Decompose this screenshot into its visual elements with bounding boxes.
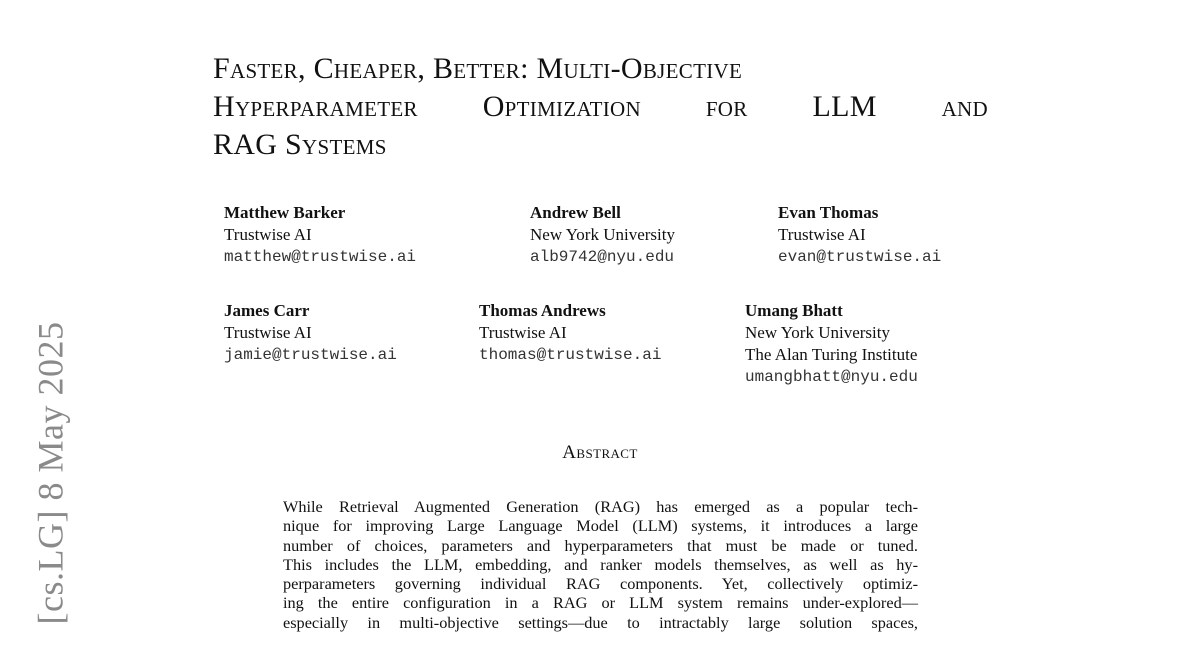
author-block xyxy=(530,202,675,268)
author-affiliation: New York University xyxy=(530,225,675,244)
author-name: Evan Thomas xyxy=(778,203,879,222)
author-affiliation: Trustwise AI xyxy=(479,323,567,342)
author-email[interactable]: umangbhatt@nyu.edu xyxy=(745,368,918,386)
author-email[interactable]: matthew@trustwise.ai xyxy=(224,248,417,266)
title-line: Faster, Cheaper, Better: Multi-Objective xyxy=(213,52,743,85)
author-block xyxy=(479,300,661,366)
paper-title xyxy=(213,50,1013,164)
author-affiliation: Trustwise AI xyxy=(778,225,866,244)
author-block xyxy=(224,300,397,366)
author-affiliation: New York University xyxy=(745,323,890,342)
author-block xyxy=(778,202,941,268)
title-line: Hyperparameter Optimization for LLM and xyxy=(213,90,988,123)
author-name: Andrew Bell xyxy=(530,203,621,222)
author-affiliation: Trustwise AI xyxy=(224,323,312,342)
abstract-line: perparameters governing individual RAG components. Yet, collectively optimiz- xyxy=(283,574,918,594)
abstract-line: This includes the LLM, embedding, and ranker models themselves, as well as hy- xyxy=(283,554,918,574)
abstract-heading: Abstract xyxy=(562,442,638,463)
author-name: Matthew Barker xyxy=(224,203,346,222)
abstract-line: nique for improving Large Language Model (LLM) systems, it introduces a large xyxy=(283,516,918,536)
arxiv-identifier-stamp xyxy=(28,305,72,640)
author-email[interactable]: thomas@trustwise.ai xyxy=(479,346,662,364)
abstract-line: While Retrieval Augmented Generation (RAG) has emerged as a popular tech- xyxy=(283,497,918,516)
author-name: James Carr xyxy=(224,301,310,320)
abstract-body xyxy=(283,497,918,632)
author-email[interactable]: alb9742@nyu.edu xyxy=(530,248,675,266)
title-line: RAG Systems xyxy=(213,128,387,161)
author-name: Umang Bhatt xyxy=(745,301,843,320)
author-block xyxy=(224,202,416,268)
abstract-line: especially in multi-objective settings—due to intractably large solution spaces, xyxy=(283,612,918,632)
author-email[interactable]: jamie@trustwise.ai xyxy=(224,346,397,364)
abstract-line: ing the entire configuration in a RAG or LLM system remains under-explored— xyxy=(283,593,918,613)
author-name: Thomas Andrews xyxy=(479,301,606,320)
arxiv-stamp-text: [cs.LG] 8 May 2025 xyxy=(30,321,71,624)
author-affiliation: Trustwise AI xyxy=(224,225,312,244)
author-block xyxy=(745,300,918,388)
abstract-line: number of choices, parameters and hyperparameters that must be made or tuned. xyxy=(283,535,918,555)
author-email[interactable]: evan@trustwise.ai xyxy=(778,248,942,266)
author-affiliation: The Alan Turing Institute xyxy=(745,345,918,364)
